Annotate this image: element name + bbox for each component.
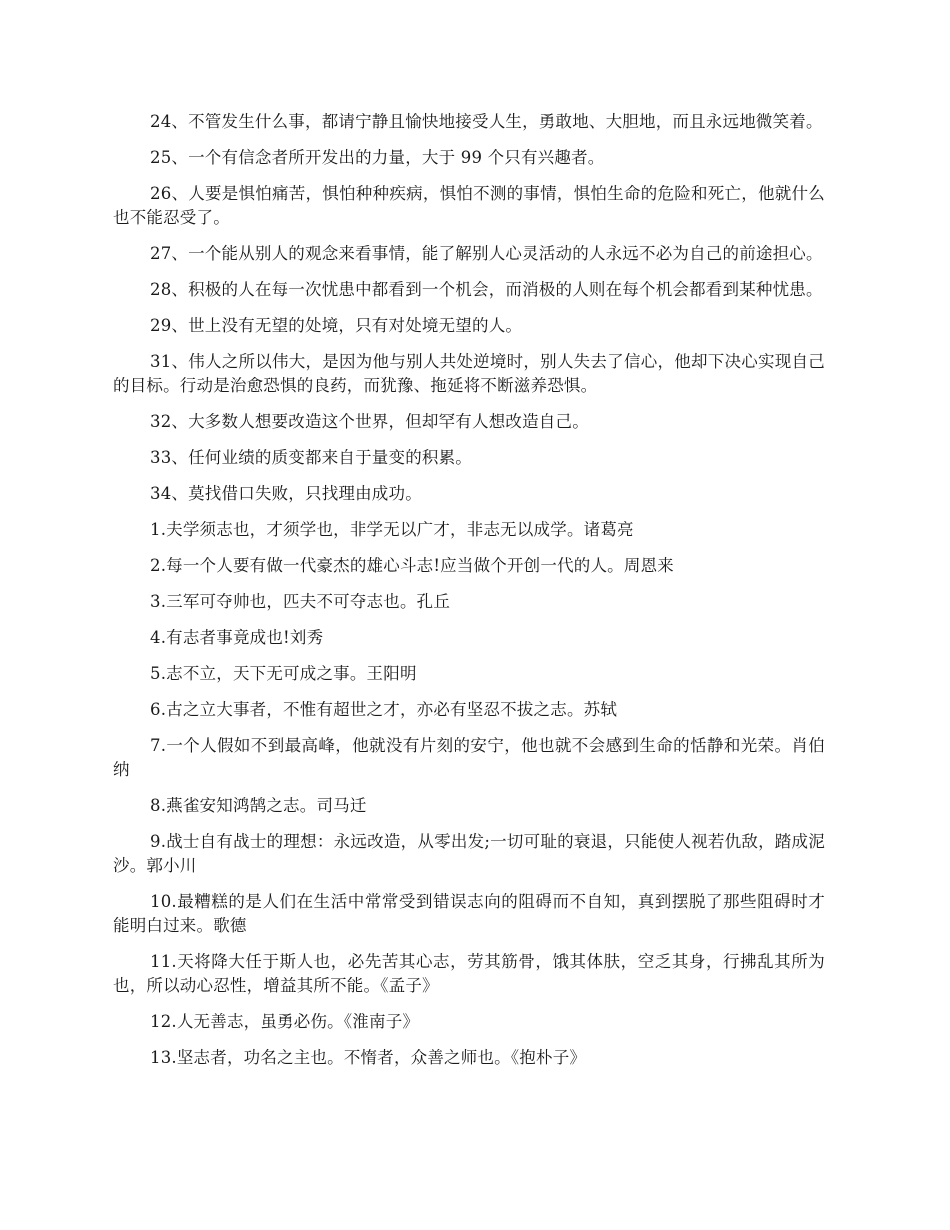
paragraph: 28、积极的人在每一次忧患中都看到一个机会，而消极的人则在每个机会都看到某种忧患。 xyxy=(150,280,823,299)
paragraph: 13.坚志者，功名之主也。不惰者，众善之师也。《抱朴子》 xyxy=(150,1048,587,1067)
paragraph: 12.人无善志，虽勇必伤。《淮南子》 xyxy=(150,1012,420,1031)
paragraph: 1.夫学须志也，才须学也，非学无以广才，非志无以成学。诸葛亮 xyxy=(150,520,634,539)
paragraph: 3.三军可夺帅也，匹夫不可夺志也。孔丘 xyxy=(150,592,451,611)
paragraph: 32、大多数人想要改造这个世界，但却罕有人想改造自己。 xyxy=(150,412,589,431)
paragraph: 25、一个有信念者所开发出的力量，大于 99 个只有兴趣者。 xyxy=(150,148,605,167)
paragraph: 34、莫找借口失败，只找理由成功。 xyxy=(150,484,422,503)
paragraph: 9.战士自有战士的理想：永远改造，从零出发;一切可耻的衰退，只能使人视若仇敌，踏成泥沙。郭小川 xyxy=(113,832,825,875)
paragraph: 24、不管发生什么事，都请宁静且愉快地接受人生，勇敢地、大胆地，而且永远地微笑着。 xyxy=(150,112,823,131)
paragraph: 33、任何业绩的质变都来自于量变的积累。 xyxy=(150,448,472,467)
paragraph: 29、世上没有无望的处境，只有对处境无望的人。 xyxy=(150,316,523,335)
paragraph: 5.志不立，天下无可成之事。王阳明 xyxy=(150,664,417,683)
paragraph: 11.天将降大任于斯人也，必先苦其心志，劳其筋骨，饿其体肤，空乏其身，行拂乱其所为也，所以动心忍性，增益其所不能。《孟子》 xyxy=(113,952,825,995)
paragraph: 6.古之立大事者，不惟有超世之才，亦必有坚忍不拔之志。苏轼 xyxy=(150,700,618,719)
paragraph: 31、伟人之所以伟大，是因为他与别人共处逆境时，别人失去了信心，他却下决心实现自己的目标。行动是治愈恐惧的良药，而犹豫、拖延将不断滋养恐惧。 xyxy=(113,352,825,395)
paragraph: 4.有志者事竟成也!刘秀 xyxy=(150,628,324,647)
paragraph: 8.燕雀安知鸿鹄之志。司马迁 xyxy=(150,796,367,815)
paragraph: 27、一个能从别人的观念来看事情，能了解别人心灵活动的人永远不必为自己的前途担心。 xyxy=(150,244,823,263)
paragraph: 10.最糟糕的是人们在生活中常常受到错误志向的阻碍而不自知，真到摆脱了那些阻碍时才能明白过来。歌德 xyxy=(113,892,825,935)
paragraph: 7.一个人假如不到最高峰，他就没有片刻的安宁，他也就不会感到生命的恬静和光荣。肖伯纳 xyxy=(113,736,825,779)
paragraph: 2.每一个人要有做一代豪杰的雄心斗志!应当做个开创一代的人。周恩来 xyxy=(150,556,674,575)
paragraph: 26、人要是惧怕痛苦，惧怕种种疾病，惧怕不测的事情，惧怕生命的危险和死亡，他就什么也不能忍受了。 xyxy=(113,184,825,227)
